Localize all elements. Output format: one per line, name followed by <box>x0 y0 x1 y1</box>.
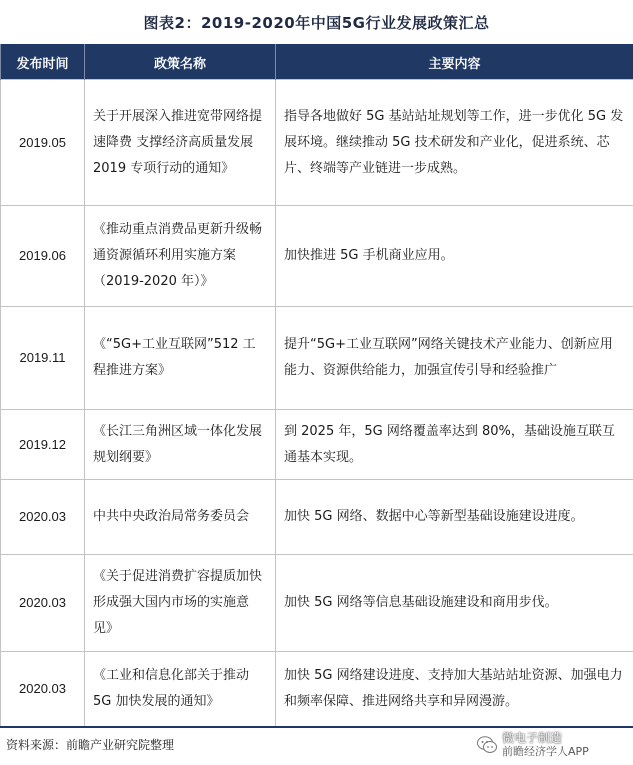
row-policy-name: 《“5G+工业互联网”512 工程推进方案》 <box>85 307 276 410</box>
table-row <box>1 555 633 652</box>
column-header-date: 发布时间 <box>1 45 85 80</box>
row-policy-name: 中共中央政治局常务委员会 <box>85 480 276 555</box>
row-content: 加快 5G 网络建设进度、支持加大基站站址资源、加强电力和频率保障、推进网络共享和异网漫游。 <box>276 652 633 727</box>
column-header-policy-name: 政策名称 <box>85 45 276 80</box>
row-content: 加快推进 5G 手机商业应用。 <box>276 206 633 307</box>
watermark-primary-text: 微电子制造 <box>502 731 563 745</box>
table-row <box>1 80 633 206</box>
row-policy-name: 《长江三角洲区域一体化发展规划纲要》 <box>85 410 276 480</box>
row-date: 2020.03 <box>1 480 85 555</box>
row-policy-name: 《工业和信息化部关于推动 5G 加快发展的通知》 <box>85 652 276 727</box>
row-date: 2020.03 <box>1 555 85 652</box>
row-content: 到 2025 年，5G 网络覆盖率达到 80%，基础设施互联互通基本实现。 <box>276 410 633 480</box>
watermark <box>476 730 632 760</box>
row-content: 指导各地做好 5G 基站站址规划等工作，进一步优化 5G 发展环境。继续推动 5G 技术研发和产业化，促进系统、芯片、终端等产业链进一步成熟。 <box>276 80 633 206</box>
wechat-icon <box>476 734 498 756</box>
page-title: 图表2：2019-2020年中国5G行业发展政策汇总 <box>143 14 490 32</box>
column-header-content: 主要内容 <box>276 45 633 80</box>
row-policy-name: 《推动重点消费品更新升级畅通资源循环利用实施方案（2019-2020 年）》 <box>85 206 276 307</box>
row-date: 2019.05 <box>1 80 85 206</box>
row-policy-name: 关于开展深入推进宽带网络提速降费 支撑经济高质量发展 2019 专项行动的通知》 <box>85 80 276 206</box>
row-date: 2020.03 <box>1 652 85 727</box>
source-note: 资料来源：前瞻产业研究院整理 <box>6 738 175 752</box>
watermark-secondary-text: 前瞻经济学人APP <box>502 745 589 758</box>
table-row <box>1 307 633 410</box>
table-header-row <box>1 45 633 80</box>
row-date: 2019.06 <box>1 206 85 307</box>
table-row <box>1 206 633 307</box>
row-date: 2019.12 <box>1 410 85 480</box>
table-row <box>1 480 633 555</box>
table-row <box>1 652 633 727</box>
table-row <box>1 410 633 480</box>
row-content: 加快 5G 网络等信息基础设施建设和商用步伐。 <box>276 555 633 652</box>
row-content: 提升“5G+工业互联网”网络关键技术产业能力、创新应用能力、资源供给能力，加强宣传引导和经验推广 <box>276 307 633 410</box>
row-policy-name: 《关于促进消费扩容提质加快形成强大国内市场的实施意见》 <box>85 555 276 652</box>
row-date: 2019.11 <box>1 307 85 410</box>
row-content: 加快 5G 网络、数据中心等新型基础设施建设进度。 <box>276 480 633 555</box>
policy-table <box>0 44 633 728</box>
